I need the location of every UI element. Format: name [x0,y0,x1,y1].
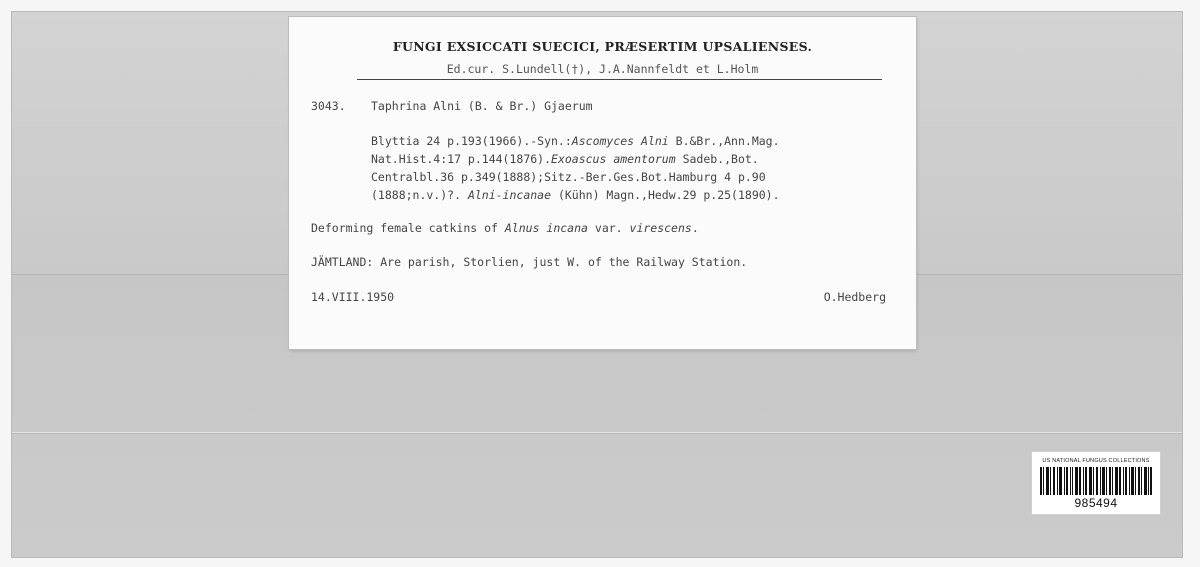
barcode-header: US NATIONAL FUNGUS COLLECTIONS [1042,458,1150,464]
barcode-label [1032,452,1160,514]
habitat-text: Deforming female catkins of Alnus incana var. virescens. [311,221,699,235]
exsiccata-number: 3043. [311,99,346,113]
barcode-bars [1040,467,1152,495]
specimen-label [289,17,916,349]
citation-line-2: Nat.Hist.4:17 p.144(1876).Exoascus amentorum Sadeb.,Bot. [371,152,759,166]
citation-line-4: (1888;n.v.)?. Alni-incanae (Kühn) Magn.,Hedw.29 p.25(1890). [371,188,780,202]
locality-text: JÄMTLAND: Are parish, Storlien, just W. of the Railway Station. [311,255,748,269]
citation-line-1: Blyttia 24 p.193(1966).-Syn.:Ascomyces Alni B.&Br.,Ann.Mag. [371,134,780,148]
label-rule [357,79,882,80]
label-editors: Ed.cur. S.Lundell(†), J.A.Nannfeldt et L.Holm [446,62,759,76]
packet-fold-line [12,432,1182,433]
collection-date: 14.VIII.1950 [311,290,395,304]
barcode-number: 985494 [1074,496,1118,510]
species-name: Taphrina Alni (B. & Br.) Gjaerum [371,99,593,113]
label-title: FUNGI EXSICCATI SUECICI, PRÆSERTIM UPSALIENSES. [392,39,813,54]
collector-name: O.Hedberg [823,290,886,304]
citation-line-3: Centralbl.36 p.349(1888);Sitz.-Ber.Ges.Bot.Hamburg 4 p.90 [371,170,766,184]
